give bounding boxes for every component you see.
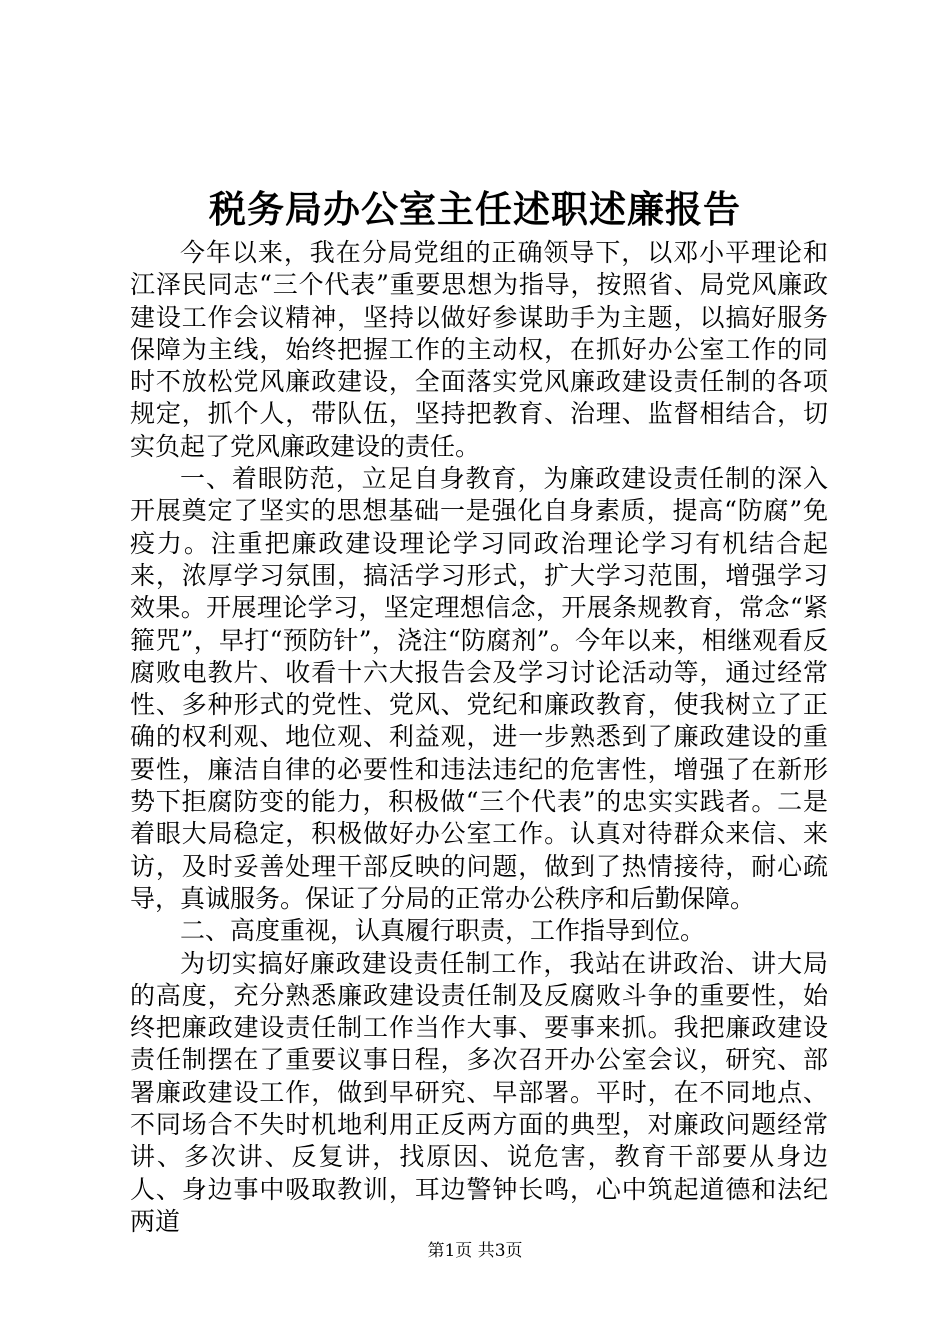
- page-number-footer: 第1页 共3页: [427, 1241, 523, 1261]
- document-body: [130, 237, 828, 1238]
- paragraph-intro: 今年以来，我在分局党组的正确领导下，以邓小平理论和江泽民同志“三个代表”重要思想为指导，按照省、局党风廉政建设工作会议精神，坚持以做好参谋助手为主题，以搞好服务保障为主线，始终把握工作的主动权，在抓好办公室工作的同时不放松党风廉政建设，全面落实党风廉政建设责任制的各项规定，抓个人，带队伍，坚持把教育、治理、监督相结合，切实负起了党风廉政建设的责任。: [130, 238, 828, 461]
- document-title: 税务局办公室主任述职述廉报告: [209, 187, 741, 231]
- paragraph-section-1: 一、着眼防范，立足自身教育，为廉政建设责任制的深入开展奠定了坚实的思想基础一是强化自身素质，提高“防腐”免疫力。注重把廉政建设理论学习同政治理论学习有机结合起来，浓厚学习氛围，搞活学习形式，扩大学习范围，增强学习效果。开展理论学习，坚定理想信念，开展条规教育，常念“紧箍咒”，早打“预防针”，浇注“防腐剂”。今年以来，相继观看反腐败电教片、收看十六大报告会及学习讨论活动等，通过经常性、多种形式的党性、党风、党纪和廉政教育，使我树立了正确的权利观、地位观、利益观，进一步熟悉到了廉政建设的重要性，廉洁自律的必要性和违法违纪的危害性，增强了在新形势下拒腐防变的能力，积极做“三个代表”的忠实实践者。二是着眼大局稳定，积极做好办公室工作。认真对待群众来信、来访，及时妥善处理干部反映的问题，做到了热情接待，耐心疏导，真诚服务。保证了分局的正常办公秩序和后勤保障。: [130, 464, 828, 913]
- paragraph-section-2-heading: 二、高度重视，认真履行职责，工作指导到位。: [180, 916, 706, 946]
- paragraph-section-2-body: 为切实搞好廉政建设责任制工作，我站在讲政治、讲大局的高度，充分熟悉廉政建设责任制及反腐败斗争的重要性，始终把廉政建设责任制工作当作大事、要事来抓。我把廉政建设责任制摆在了重要议事日程，多次召开办公室会议，研究、部署廉政建设工作，做到早研究、早部署。平时，在不同地点、不同场合不失时机地利用正反两方面的典型，对廉政问题经常讲、多次讲、反复讲，找原因、说危害，教育干部要从身边人、身边事中吸取教训，耳边警钟长鸣，心中筑起道德和法纪两道: [130, 948, 828, 1236]
